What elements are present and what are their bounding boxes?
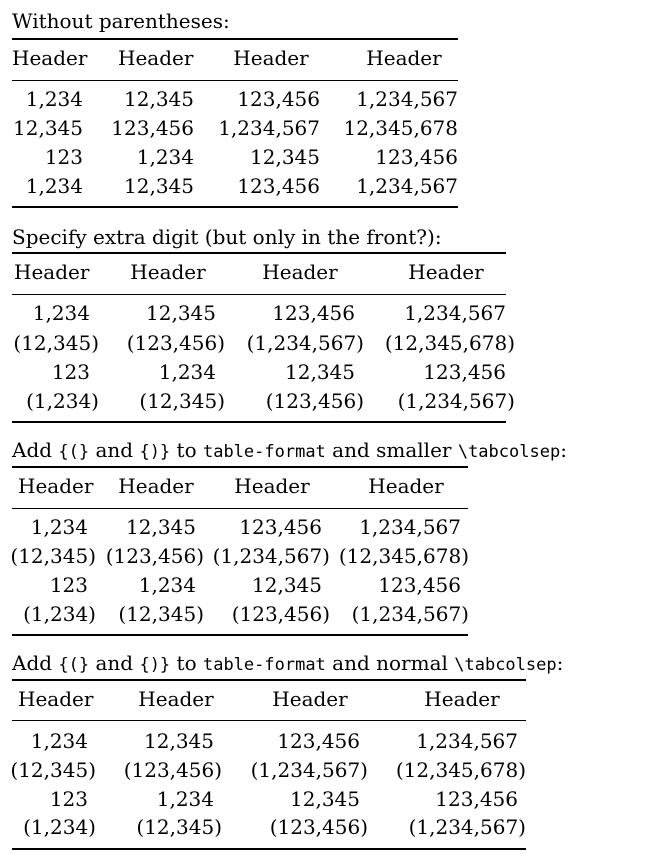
table-cell: 1,234,567 [359,515,461,539]
table-cell: (123,456) [123,758,222,782]
caption-code: {(} [58,442,90,462]
table-cell: 12,345 [146,301,216,325]
bottom-rule [12,206,458,208]
table-cell: 1,234,567 [218,116,320,140]
caption-text: Add [12,651,59,675]
table-cell: 1,234 [156,787,214,811]
table-cell: (12,345) [139,389,225,413]
caption-code: table-format [202,655,326,675]
table-cell: 12,345 [13,116,83,140]
table-cell: 1,234 [25,87,83,111]
table-cell: 123,456 [378,573,461,597]
caption-code: {(} [58,655,90,675]
table-cell: 1,234 [136,145,194,169]
column-header: Header [118,474,194,498]
column-header: Header [272,687,348,711]
table-cell: (1,234) [26,389,99,413]
table-cell: 123 [51,360,90,384]
table-cell: (1,234,567) [212,544,330,568]
column-header: Header [118,46,194,70]
table-cell: 1,234 [32,301,90,325]
caption-text: and normal [325,651,455,675]
column-header: Header [366,46,442,70]
table-cell: (123,456) [231,602,330,626]
column-header: Header [130,260,206,284]
table-cell: 1,234 [25,174,83,198]
table-cell: 123,456 [277,729,360,753]
caption-code: {)} [139,442,171,462]
mid-rule [12,508,468,509]
column-header: Header [12,46,88,70]
table-cell: 12,345 [124,87,194,111]
top-rule [12,466,468,468]
table-cell: 123,456 [272,301,355,325]
caption-code: table-format [202,442,326,462]
table-cell: 1,234,567 [356,174,458,198]
column-header: Header [18,474,94,498]
table-cell: 123,456 [237,87,320,111]
section-4-caption [12,650,563,678]
table-cell: (12,345) [10,544,96,568]
caption-text: and [89,651,140,675]
caption-text: Add [12,438,59,462]
column-header: Header [234,474,310,498]
table-cell: 1,234,567 [416,729,518,753]
table-cell: 1,234 [30,515,88,539]
table-cell: (123,456) [265,389,364,413]
table-cell: 12,345 [290,787,360,811]
table-cell: 1,234 [158,360,216,384]
table-cell: (1,234,567) [351,602,469,626]
column-header: Header [368,474,444,498]
column-header: Header [138,687,214,711]
top-rule [12,252,506,254]
caption-text: to [170,438,203,462]
table-cell: 1,234 [30,729,88,753]
table-cell: (1,234,567) [408,815,526,839]
column-header: Header [18,687,94,711]
caption-text: Without parentheses: [12,9,230,33]
section-2-caption [12,224,442,250]
mid-rule [12,720,526,721]
table-cell: 123 [49,787,88,811]
top-rule [12,38,458,40]
table-cell: 123,456 [111,116,194,140]
column-header: Header [424,687,500,711]
caption-code: {)} [139,655,171,675]
mid-rule [12,80,458,81]
table-cell: 1,234,567 [356,87,458,111]
table-cell: (1,234) [23,602,96,626]
column-header: Header [262,260,338,284]
caption-text: Specify extra digit (but only in the front?): [12,225,442,249]
table-cell: (123,456) [105,544,204,568]
table-cell: (12,345,678) [384,331,515,355]
column-header: Header [408,260,484,284]
caption-text: and smaller [325,438,458,462]
table-cell: 123,456 [423,360,506,384]
table-cell: 123 [49,573,88,597]
table-cell: (1,234,567) [397,389,515,413]
caption-text: and [89,438,140,462]
table-cell: 12,345 [144,729,214,753]
table-cell: 12,345 [126,515,196,539]
table-cell: (123,456) [269,815,368,839]
table-cell: 123,456 [239,515,322,539]
table-cell: (1,234,567) [250,758,368,782]
table-cell: (123,456) [126,331,225,355]
table-cell: 123,456 [375,145,458,169]
table-cell: (12,345) [136,815,222,839]
section-3-caption [12,437,567,465]
section-1-caption [12,8,230,34]
caption-text: : [560,438,567,462]
table-cell: (12,345) [10,758,96,782]
bottom-rule [12,421,506,423]
table-cell: (12,345,678) [338,544,469,568]
bottom-rule [12,634,468,636]
table-cell: (12,345) [118,602,204,626]
table-cell: (1,234) [23,815,96,839]
table-cell: (1,234,567) [246,331,364,355]
caption-text: to [170,651,203,675]
bottom-rule [12,848,526,850]
column-header: Header [233,46,309,70]
caption-code: \tabcolsep [457,442,561,462]
table-cell: 1,234 [138,573,196,597]
table-cell: 12,345 [124,174,194,198]
table-cell: 123,456 [237,174,320,198]
table-cell: 123,456 [435,787,518,811]
table-cell: 12,345 [250,145,320,169]
top-rule [12,679,526,681]
table-cell: 1,234,567 [404,301,506,325]
table-cell: 12,345 [285,360,355,384]
table-cell: 12,345 [252,573,322,597]
column-header: Header [14,260,90,284]
caption-text: : [556,651,564,675]
caption-code: \tabcolsep [454,655,557,675]
table-cell: (12,345,678) [395,758,526,782]
table-cell: 12,345,678 [343,116,458,140]
table-cell: (12,345) [13,331,99,355]
mid-rule [12,294,506,295]
table-cell: 123 [44,145,83,169]
